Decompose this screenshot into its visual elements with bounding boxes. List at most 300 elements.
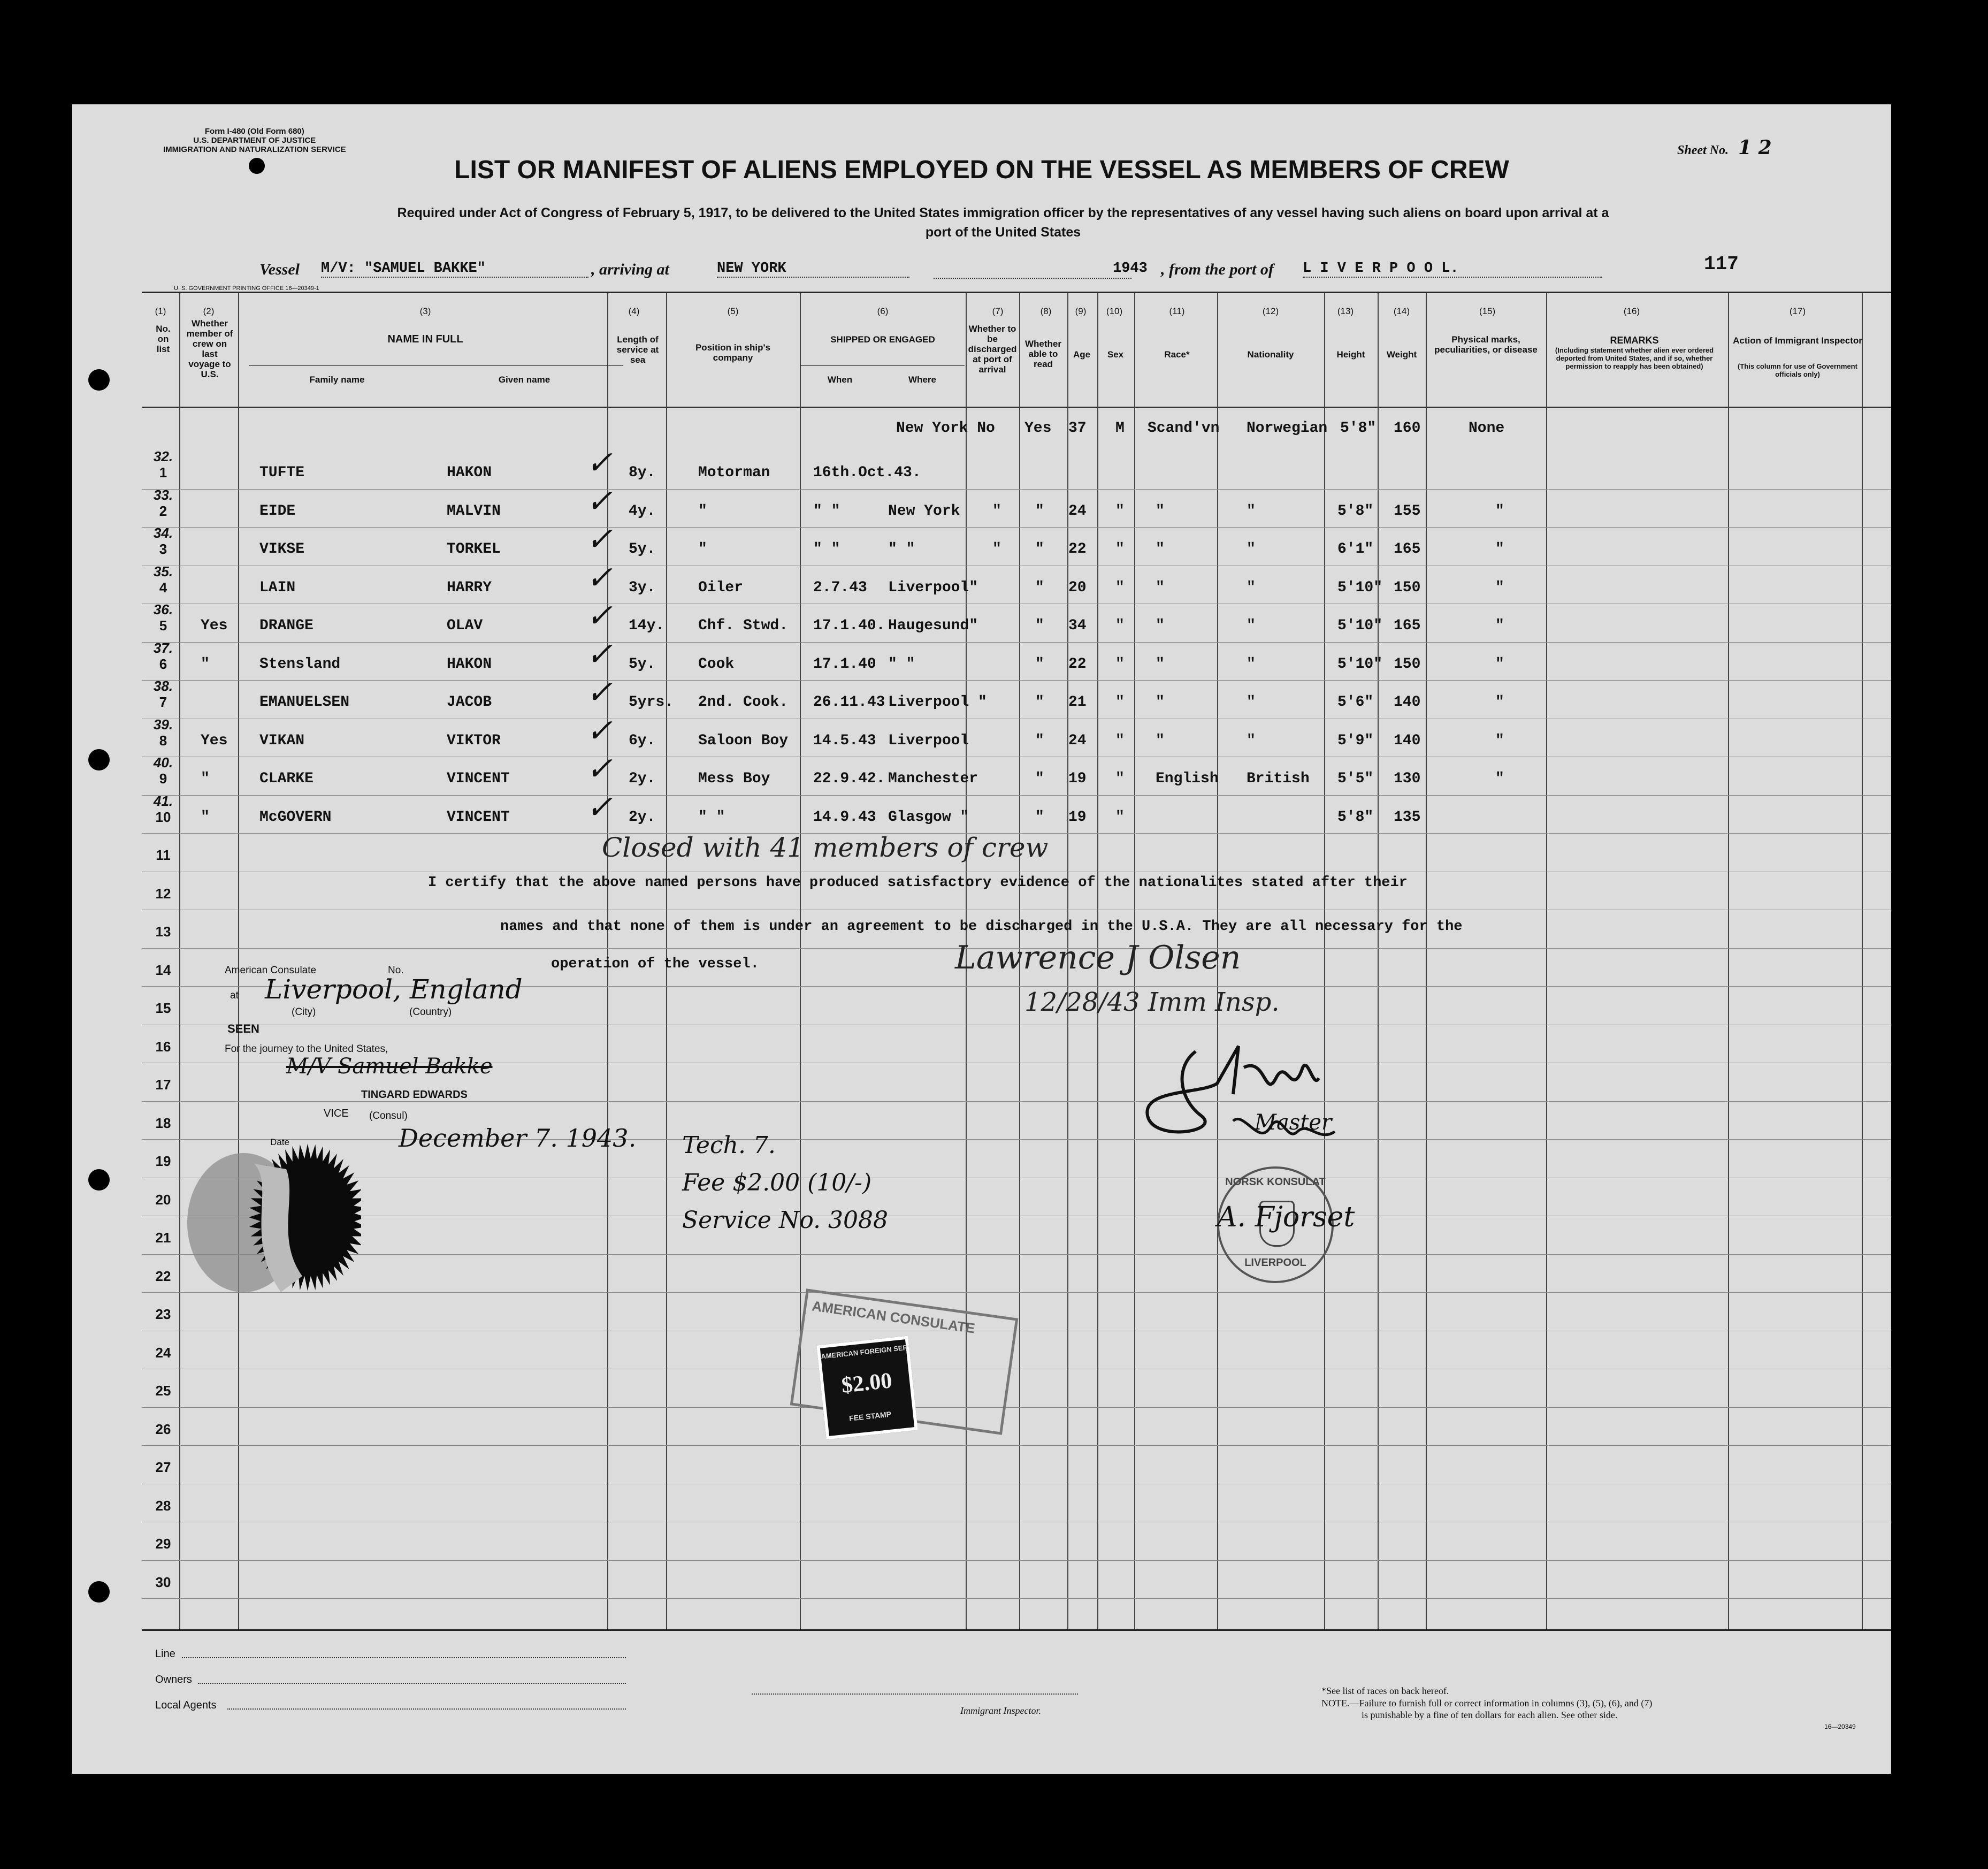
vessel-label: Vessel bbox=[259, 261, 300, 278]
row-line bbox=[142, 527, 1891, 528]
row-number: 14 bbox=[155, 962, 171, 978]
norsk-stamp-bottom: LIVERPOOL bbox=[1244, 1257, 1306, 1269]
crew-given: JACOB bbox=[447, 694, 492, 711]
handwritten-row-number: 41. bbox=[153, 792, 173, 809]
row-number: 22 bbox=[155, 1268, 171, 1284]
header-remarks-note: (Including statement whether alien ever ordered deported from United States, and if so, whether permission to reapply has been obtained) bbox=[1555, 346, 1714, 370]
checkmark-icon: ✓ bbox=[586, 674, 613, 711]
inspector-signature-blank bbox=[752, 1693, 1078, 1695]
master-title: Master bbox=[1255, 1110, 1332, 1135]
row-number: 8 bbox=[159, 732, 167, 749]
row-number: 7 bbox=[159, 694, 167, 710]
crew-marks: " bbox=[1495, 541, 1504, 558]
checkmark-icon: ✓ bbox=[586, 521, 613, 558]
crew-height: 5'6" bbox=[1337, 694, 1374, 711]
first-line-sex: M bbox=[1115, 420, 1125, 437]
vice-label: VICE bbox=[324, 1108, 349, 1119]
crew-race: " bbox=[1156, 579, 1165, 596]
header-length-of-service: Length of service at sea bbox=[616, 334, 659, 365]
row-number: 17 bbox=[155, 1077, 171, 1093]
first-line-weight: 160 bbox=[1394, 420, 1421, 437]
crew-given: VINCENT bbox=[447, 808, 510, 826]
crew-discharged: " bbox=[992, 541, 1001, 558]
crew-where: Liverpool bbox=[888, 732, 969, 749]
crew-family: VIKSE bbox=[259, 541, 305, 558]
row-number: 26 bbox=[155, 1421, 171, 1437]
crew-weight: 155 bbox=[1394, 502, 1421, 520]
row-number: 1 bbox=[159, 464, 167, 480]
row-number: 13 bbox=[155, 924, 171, 940]
column-divider bbox=[1426, 293, 1427, 1629]
row-number: 24 bbox=[155, 1344, 171, 1361]
header-height: Height bbox=[1336, 349, 1365, 360]
header-last-voyage: Whether member of crew on last voyage to U.S. bbox=[186, 318, 233, 379]
norsk-stamp-top: NORSK KONSULAT bbox=[1225, 1176, 1326, 1188]
crew-discharged: " bbox=[992, 502, 1001, 520]
handwritten-row-number: 32. bbox=[153, 448, 173, 464]
row-line bbox=[142, 795, 1891, 796]
handwritten-row-number: 35. bbox=[153, 563, 173, 579]
crew-given: HAKON bbox=[447, 655, 492, 673]
crew-where: " " bbox=[888, 655, 915, 673]
closed-note: Closed with 41 members of crew bbox=[602, 832, 1049, 863]
crew-weight: 165 bbox=[1394, 617, 1421, 634]
header-shipped-or-engaged: SHIPPED OR ENGAGED bbox=[830, 334, 935, 345]
column-divider bbox=[1728, 293, 1729, 1629]
crew-height: 5'10" bbox=[1337, 617, 1383, 634]
crew-height: 5'8" bbox=[1337, 502, 1374, 520]
form-identification bbox=[163, 127, 346, 154]
row-line bbox=[142, 489, 1891, 490]
crew-height: 5'8" bbox=[1337, 808, 1374, 826]
crew-position: Motorman bbox=[698, 464, 770, 481]
crew-nationality: British bbox=[1247, 771, 1310, 787]
crew-position: Mess Boy bbox=[698, 771, 770, 787]
crew-race: English bbox=[1156, 771, 1219, 787]
handwritten-row-number: 34. bbox=[153, 525, 173, 541]
crew-nationality: " bbox=[1247, 732, 1256, 749]
header-given-name: Given name bbox=[498, 375, 550, 385]
crew-height: 5'10" bbox=[1337, 655, 1383, 673]
crew-family: TUFTE bbox=[259, 464, 305, 481]
crew-position: " " bbox=[698, 808, 725, 826]
crew-family: CLARKE bbox=[259, 771, 314, 787]
header-name-in-full: NAME IN FULL bbox=[387, 333, 463, 345]
crew-when: " " bbox=[813, 502, 840, 520]
column-number-4: (4) bbox=[628, 306, 640, 316]
row-line bbox=[142, 1254, 1891, 1255]
crew-weight: 150 bbox=[1394, 655, 1421, 673]
crew-weight: 140 bbox=[1394, 694, 1421, 711]
crew-sex: " bbox=[1115, 808, 1125, 826]
crew-position: Cook bbox=[698, 655, 735, 673]
crew-service: 3y. bbox=[629, 579, 656, 596]
vessel-name: M/V: "SAMUEL BAKKE" bbox=[321, 261, 588, 278]
header-when: When bbox=[827, 375, 853, 385]
crew-where: Glasgow " bbox=[888, 808, 969, 826]
crew-sex: " bbox=[1115, 579, 1125, 596]
header-position: Position in ship's company bbox=[695, 342, 771, 363]
footer-line-label: Line bbox=[155, 1648, 175, 1660]
first-line-where: New York No bbox=[896, 420, 995, 437]
crew-read: " bbox=[1035, 579, 1044, 596]
punch-hole bbox=[88, 1169, 110, 1191]
crew-when: 2.7.43 bbox=[813, 579, 867, 596]
row-number: 30 bbox=[155, 1574, 171, 1590]
checkmark-icon: ✓ bbox=[586, 788, 613, 826]
crew-weight: 130 bbox=[1394, 771, 1421, 787]
fee-stamp bbox=[816, 1336, 924, 1439]
consulate-no-label: No. bbox=[388, 965, 404, 976]
crew-last-voyage: " bbox=[201, 808, 210, 826]
crew-last-voyage: Yes bbox=[201, 732, 228, 749]
header-action-note: (This column for use of Government officials only) bbox=[1738, 362, 1857, 378]
crew-position: Saloon Boy bbox=[698, 732, 789, 749]
crew-race: " bbox=[1156, 694, 1165, 711]
country-label: (Country) bbox=[409, 1006, 452, 1018]
crew-where: Liverpool " bbox=[888, 694, 987, 711]
form-service: IMMIGRATION AND NATURALIZATION SERVICE bbox=[163, 145, 346, 154]
footer-owners-blank bbox=[198, 1683, 626, 1684]
crew-service: 8y. bbox=[629, 464, 656, 481]
row-number: 4 bbox=[159, 579, 167, 596]
crew-when: 17.1.40. bbox=[813, 617, 885, 634]
column-number-1: (1) bbox=[155, 306, 166, 316]
column-number-16: (16) bbox=[1623, 306, 1640, 316]
form-code: 16—20349 bbox=[1824, 1723, 1856, 1730]
arrival-year: 1943 bbox=[1113, 261, 1148, 277]
crew-given: VINCENT bbox=[447, 771, 510, 787]
column-number-8: (8) bbox=[1040, 306, 1052, 316]
crew-race: " bbox=[1156, 732, 1165, 749]
arrival-port: NEW YORK bbox=[717, 261, 909, 278]
crew-read: " bbox=[1035, 502, 1044, 520]
crew-when: " " bbox=[813, 541, 840, 558]
handwritten-row-number: 38. bbox=[153, 678, 173, 694]
row-number: 5 bbox=[159, 617, 167, 634]
header-nationality: Nationality bbox=[1247, 349, 1294, 360]
sheet-label: Sheet No. bbox=[1677, 143, 1729, 157]
row-number: 20 bbox=[155, 1191, 171, 1208]
crew-height: 5'9" bbox=[1337, 732, 1374, 749]
crew-where: New York bbox=[888, 502, 960, 520]
first-line-nationality: Norwegian bbox=[1247, 420, 1328, 437]
row-number: 19 bbox=[155, 1153, 171, 1169]
column-number-11: (11) bbox=[1169, 306, 1185, 316]
crew-when: 17.1.40 bbox=[813, 655, 876, 673]
first-line-race: Scand'vn bbox=[1148, 420, 1220, 437]
crew-marks: " bbox=[1495, 579, 1504, 596]
certification-line-2: names and that none of them is under an agreement to be discharged in the U.S.A. They are all necessary for the bbox=[500, 919, 1463, 935]
column-number-2: (2) bbox=[203, 306, 215, 316]
header-action-of-inspector: Action of Immigrant Inspector bbox=[1733, 335, 1862, 346]
consulate-city: Liverpool, England bbox=[265, 974, 523, 1005]
page-subtitle bbox=[174, 203, 1832, 242]
crew-weight: 140 bbox=[1394, 732, 1421, 749]
arriving-label: , arriving at bbox=[591, 261, 669, 278]
name-subheader-line bbox=[249, 365, 623, 366]
embossed-seal bbox=[179, 1132, 361, 1308]
checkmark-icon: ✓ bbox=[586, 444, 613, 482]
first-line-read: Yes bbox=[1024, 420, 1052, 437]
footer-local-agents-label: Local Agents bbox=[155, 1699, 217, 1711]
column-number-3: (3) bbox=[419, 306, 431, 316]
checkmark-icon: ✓ bbox=[586, 597, 613, 635]
column-divider bbox=[1546, 293, 1547, 1629]
crew-service: 5y. bbox=[629, 541, 656, 558]
first-line-height: 5'8" bbox=[1340, 420, 1377, 437]
row-number: 23 bbox=[155, 1306, 171, 1322]
subtitle-line-2: port of the United States bbox=[925, 225, 1081, 240]
footer-local-agents-blank bbox=[227, 1708, 626, 1710]
crew-position: " bbox=[698, 541, 707, 558]
crew-where: Manchester bbox=[888, 771, 978, 787]
sheet-value: 1 2 bbox=[1738, 136, 1772, 159]
crew-last-voyage: " bbox=[201, 655, 210, 673]
row-line bbox=[142, 1598, 1891, 1599]
column-number-10: (10) bbox=[1106, 306, 1123, 316]
crew-sex: " bbox=[1115, 655, 1125, 673]
inspector-signature: Lawrence J Olsen bbox=[955, 939, 1241, 977]
handwritten-row-number: 39. bbox=[153, 716, 173, 733]
crew-given: HARRY bbox=[447, 579, 492, 596]
row-number: 18 bbox=[155, 1115, 171, 1131]
row-number: 12 bbox=[155, 885, 171, 902]
crew-family: LAIN bbox=[259, 579, 296, 596]
column-number-9: (9) bbox=[1075, 306, 1087, 316]
form-department: U.S. DEPARTMENT OF JUSTICE bbox=[193, 136, 316, 145]
crew-where: Liverpool" bbox=[888, 579, 978, 596]
fee-stamp-top: AMERICAN FOREIGN SERVICE bbox=[820, 1341, 924, 1361]
crew-where: Haugesund" bbox=[888, 617, 978, 634]
consulate-at-label: at bbox=[230, 990, 239, 1001]
handwritten-row-number: 40. bbox=[153, 754, 173, 771]
row-line bbox=[142, 1445, 1891, 1446]
footer-line-blank bbox=[182, 1657, 626, 1658]
row-number: 27 bbox=[155, 1459, 171, 1475]
column-number-14: (14) bbox=[1393, 306, 1410, 316]
punch-hole bbox=[88, 369, 110, 391]
crew-race: " bbox=[1156, 502, 1165, 520]
note-line-1: NOTE.—Failure to furnish full or correct information in columns (3), (5), (6), and (7) bbox=[1321, 1698, 1653, 1708]
column-divider bbox=[238, 293, 239, 1629]
row-number: 15 bbox=[155, 1000, 171, 1016]
crew-family: EMANUELSEN bbox=[259, 694, 350, 711]
column-number-13: (13) bbox=[1337, 306, 1354, 316]
consul-name: TINGARD EDWARDS bbox=[361, 1089, 468, 1101]
crew-height: 5'10" bbox=[1337, 579, 1383, 596]
races-note: *See list of races on back hereof. bbox=[1321, 1685, 1449, 1696]
crew-read: " bbox=[1035, 541, 1044, 558]
row-number: 21 bbox=[155, 1230, 171, 1246]
page-title: LIST OR MANIFEST OF ALIENS EMPLOYED ON THE VESSEL AS MEMBERS OF CREW bbox=[454, 156, 1509, 184]
consulate-stamp-text: AMERICAN CONSULATE bbox=[811, 1298, 976, 1337]
header-remarks: REMARKS bbox=[1610, 335, 1659, 346]
norsk-consul-signature: A. Fjorset bbox=[1217, 1201, 1355, 1233]
crew-read: " bbox=[1035, 694, 1044, 711]
consulate-header: American Consulate bbox=[225, 965, 317, 976]
crew-family: McGOVERN bbox=[259, 808, 332, 826]
column-number-7: (7) bbox=[992, 306, 1004, 316]
handwritten-row-number: 33. bbox=[153, 486, 173, 503]
crew-age: 24 bbox=[1068, 732, 1087, 749]
crew-sex: " bbox=[1115, 502, 1125, 520]
crew-marks: " bbox=[1495, 732, 1504, 749]
crew-age: 21 bbox=[1068, 694, 1087, 711]
crew-sex: " bbox=[1115, 732, 1125, 749]
fee-note-line-3: Service No. 3088 bbox=[682, 1207, 888, 1234]
note-line-2: is punishable by a fine of ten dollars for each alien. See other side. bbox=[1362, 1710, 1618, 1720]
page-number: 117 bbox=[1704, 253, 1739, 275]
manifest-page bbox=[72, 104, 1891, 1774]
punch-hole bbox=[88, 749, 110, 771]
crew-sex: " bbox=[1115, 694, 1125, 711]
column-divider bbox=[179, 293, 180, 1629]
checkmark-icon: ✓ bbox=[586, 635, 613, 673]
consulate-date: December 7. 1943. bbox=[399, 1124, 637, 1153]
crew-weight: 165 bbox=[1394, 541, 1421, 558]
consul-label: (Consul) bbox=[369, 1110, 408, 1122]
handwritten-row-number: 36. bbox=[153, 601, 173, 617]
crew-marks: " bbox=[1495, 655, 1504, 673]
crew-race: " bbox=[1156, 617, 1165, 634]
row-line bbox=[142, 642, 1891, 643]
crew-position: Oiler bbox=[698, 579, 744, 596]
header-able-to-read: Whether able to read bbox=[1025, 339, 1061, 369]
certification-line-3: operation of the vessel. bbox=[551, 956, 759, 972]
crew-weight: 135 bbox=[1394, 808, 1421, 826]
crew-nationality: " bbox=[1247, 541, 1256, 558]
fee-note-line-2: Fee $2.00 (10/-) bbox=[682, 1169, 872, 1196]
column-divider bbox=[1378, 293, 1379, 1629]
inspection-date: 12/28/43 Imm Insp. bbox=[1024, 987, 1280, 1017]
header-weight: Weight bbox=[1386, 349, 1417, 360]
crew-weight: 150 bbox=[1394, 579, 1421, 596]
crew-read: " bbox=[1035, 617, 1044, 634]
table-top-border bbox=[142, 292, 1891, 293]
crew-height: 6'1" bbox=[1337, 541, 1374, 558]
crew-age: 24 bbox=[1068, 502, 1087, 520]
fee-stamp-bottom: FEE STAMP bbox=[848, 1409, 892, 1423]
crew-age: 34 bbox=[1068, 617, 1087, 634]
column-number-5: (5) bbox=[727, 306, 739, 316]
master-signature-scrawl bbox=[1137, 1035, 1340, 1153]
checkmark-icon: ✓ bbox=[586, 750, 613, 788]
row-number: 29 bbox=[155, 1536, 171, 1552]
crew-given: OLAV bbox=[447, 617, 483, 634]
seen-stamp: SEEN bbox=[227, 1022, 259, 1035]
table-bottom-border bbox=[142, 1629, 1891, 1631]
crew-age: 22 bbox=[1068, 655, 1087, 673]
crew-nationality: " bbox=[1247, 617, 1256, 634]
row-number: 25 bbox=[155, 1383, 171, 1399]
row-number: 3 bbox=[159, 541, 167, 557]
crew-given: VIKTOR bbox=[447, 732, 501, 749]
crew-nationality: " bbox=[1247, 694, 1256, 711]
crew-service: 4y. bbox=[629, 502, 656, 520]
row-line bbox=[142, 1407, 1891, 1408]
crew-when: 16th.Oct.43. bbox=[813, 464, 921, 481]
header-age: Age bbox=[1073, 349, 1091, 360]
first-line-marks: None bbox=[1469, 420, 1505, 437]
row-line bbox=[142, 1292, 1891, 1293]
crew-height: 5'5" bbox=[1337, 771, 1374, 787]
form-number: Form I-480 (Old Form 680) bbox=[204, 127, 304, 136]
crew-given: HAKON bbox=[447, 464, 492, 481]
crew-marks: " bbox=[1495, 771, 1504, 787]
inspector-label: Immigrant Inspector. bbox=[960, 1705, 1041, 1716]
crew-family: EIDE bbox=[259, 502, 296, 520]
row-number: 11 bbox=[156, 847, 171, 863]
crew-nationality: " bbox=[1247, 579, 1256, 596]
header-family-name: Family name bbox=[309, 375, 365, 385]
crew-given: MALVIN bbox=[447, 502, 501, 520]
crew-service: 2y. bbox=[629, 808, 656, 826]
row-number: 16 bbox=[155, 1038, 171, 1055]
crew-marks: " bbox=[1495, 502, 1504, 520]
crew-given: TORKEL bbox=[447, 541, 501, 558]
header-physical-marks: Physical marks, peculiarities, or disease bbox=[1434, 334, 1538, 355]
crew-where: " " bbox=[888, 541, 915, 558]
row-number: 28 bbox=[155, 1497, 171, 1514]
crew-age: 19 bbox=[1068, 771, 1087, 787]
crew-when: 26.11.43 bbox=[813, 694, 885, 711]
crew-race: " bbox=[1156, 541, 1165, 558]
crew-sex: " bbox=[1115, 617, 1125, 634]
header-race: Race* bbox=[1164, 349, 1190, 360]
row-number: 9 bbox=[159, 771, 167, 787]
row-line bbox=[142, 1560, 1891, 1561]
crew-family: VIKAN bbox=[259, 732, 305, 749]
crew-when: 22.9.42. bbox=[813, 771, 885, 787]
subtitle-line-1: Required under Act of Congress of February 5, 1917, to be delivered to the United States immigration officer by the representatives of any vessel having such aliens on board upon arrival at a bbox=[397, 205, 1609, 220]
crew-age: 19 bbox=[1068, 808, 1087, 826]
crew-age: 22 bbox=[1068, 541, 1087, 558]
header-bottom-border bbox=[142, 407, 1891, 408]
crew-service: 2y. bbox=[629, 771, 656, 787]
footer-owners-label: Owners bbox=[155, 1674, 192, 1685]
consulate-ship: M/V Samuel Bakke bbox=[286, 1054, 493, 1079]
crew-read: " bbox=[1035, 732, 1044, 749]
first-line-age: 37 bbox=[1068, 420, 1087, 437]
crew-service: 5y. bbox=[629, 655, 656, 673]
header-no-on-list: No. on list bbox=[156, 324, 171, 354]
city-label: (City) bbox=[292, 1006, 316, 1018]
crew-read: " bbox=[1035, 808, 1044, 826]
fee-stamp-value: $2.00 bbox=[840, 1368, 893, 1398]
crew-when: 14.5.43 bbox=[813, 732, 876, 749]
column-divider bbox=[800, 293, 801, 1629]
crew-when: 14.9.43 bbox=[813, 808, 876, 826]
crew-service: 14y. bbox=[629, 617, 665, 634]
crew-sex: " bbox=[1115, 541, 1125, 558]
journey-text: For the journey to the United States, bbox=[225, 1043, 388, 1055]
checkmark-icon: ✓ bbox=[586, 712, 613, 750]
crew-race: " bbox=[1156, 655, 1165, 673]
crew-last-voyage: " bbox=[201, 771, 210, 787]
header-where: Where bbox=[908, 375, 936, 385]
punch-hole bbox=[88, 1581, 110, 1603]
column-number-12: (12) bbox=[1262, 306, 1279, 316]
header-discharged: Whether to be discharged at port of arrival bbox=[968, 324, 1017, 375]
row-line bbox=[142, 680, 1891, 681]
checkmark-icon: ✓ bbox=[586, 482, 613, 520]
crew-age: 20 bbox=[1068, 579, 1087, 596]
column-divider bbox=[1324, 293, 1325, 1629]
fee-note-line-1: Tech. 7. bbox=[682, 1132, 776, 1159]
crew-position: Chf. Stwd. bbox=[698, 617, 789, 634]
crew-position: " bbox=[698, 502, 707, 520]
